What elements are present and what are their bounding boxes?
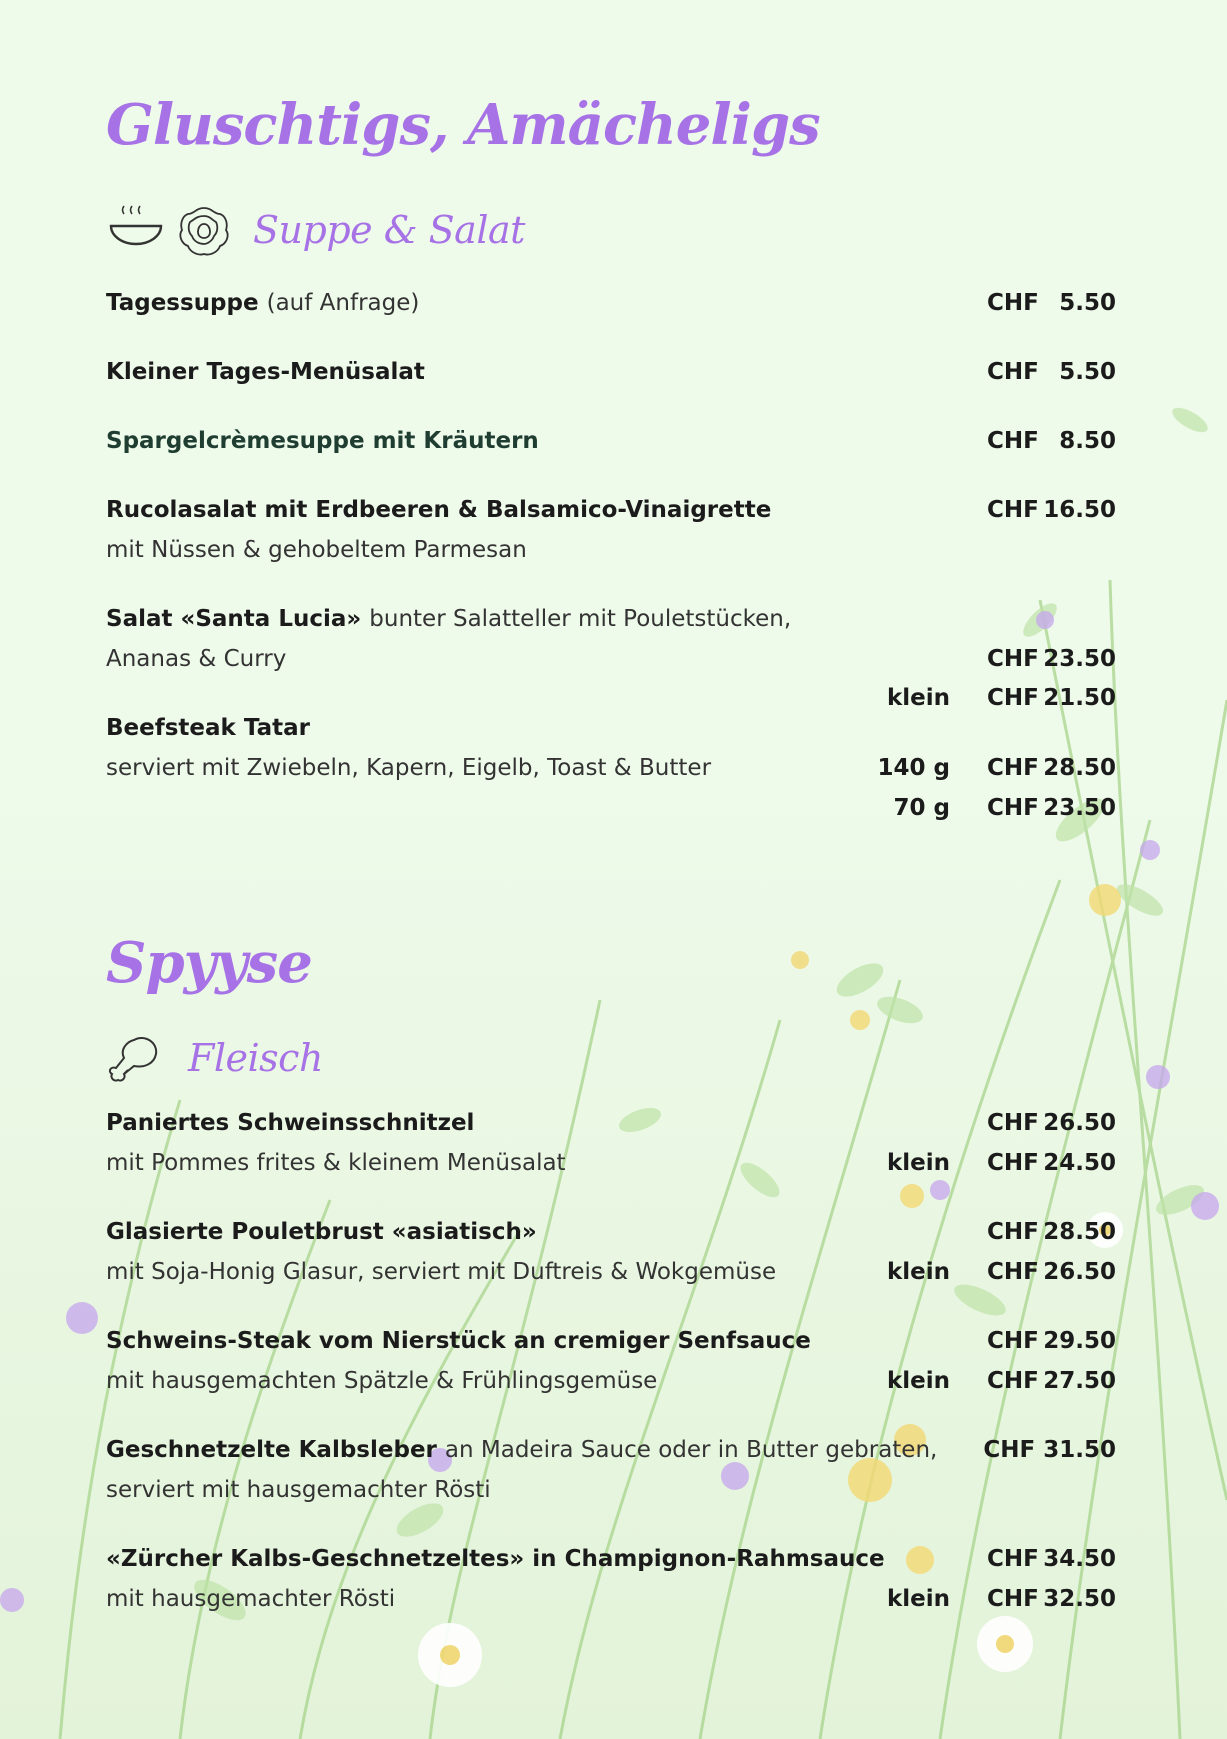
currency-label: CHF: [987, 359, 1039, 385]
size-label: 70 g: [893, 795, 950, 821]
item-description: bunter Salatteller mit Pouletstücken,: [369, 606, 792, 632]
currency-label: CHF: [987, 646, 1039, 672]
size-label: klein: [886, 685, 950, 711]
currency-label: CHF: [987, 1328, 1039, 1354]
item-small-price: 32.50: [1043, 1586, 1116, 1612]
size-label: klein: [886, 1586, 950, 1612]
currency-label: CHF: [987, 755, 1039, 781]
size-label: klein: [886, 1368, 950, 1394]
item-price: 26.50: [1043, 1110, 1116, 1136]
section-title-spyyse: Spyyse: [106, 930, 312, 996]
list-item: Paniertes Schweinsschnitzel: [106, 1110, 475, 1136]
list-item: [106, 290, 419, 316]
item-description: mit Nüssen & gehobeltem Parmesan: [106, 537, 527, 563]
lettuce-icon: [174, 204, 234, 258]
item-price: 5.50: [1059, 359, 1116, 385]
list-item: «Zürcher Kalbs-Geschnetzeltes» in Champignon-Rahmsauce: [106, 1546, 885, 1572]
item-description: mit Pommes frites & kleinem Menüsalat: [106, 1150, 566, 1176]
currency-label: CHF: [987, 685, 1039, 711]
item-price: 23.50: [1043, 795, 1116, 821]
page-title: Gluschtigs, Amächeligs: [106, 92, 820, 158]
list-item: Spargelcrèmesuppe mit Kräutern: [106, 428, 539, 454]
item-price: 23.50: [1043, 646, 1116, 672]
item-description: mit Soja-Honig Glasur, serviert mit Duftreis & Wokgemüse: [106, 1259, 777, 1285]
currency-label: CHF: [987, 1259, 1039, 1285]
section-heading-fleisch: Fleisch: [188, 1036, 323, 1080]
list-item: Glasierte Pouletbrust «asiatisch»: [106, 1219, 537, 1245]
item-description: serviert mit Zwiebeln, Kapern, Eigelb, Toast & Butter: [106, 755, 712, 781]
item-price: 5.50: [1059, 290, 1116, 316]
size-label: klein: [886, 1150, 950, 1176]
item-small-price: 21.50: [1043, 685, 1116, 711]
item-price: 34.50: [1043, 1546, 1116, 1572]
size-label: klein: [886, 1259, 950, 1285]
currency-label: CHF: [987, 1110, 1039, 1136]
list-item: Kleiner Tages-Menüsalat: [106, 359, 425, 385]
currency-label: CHF: [987, 1150, 1039, 1176]
soup-bowl-icon: [108, 204, 164, 252]
item-name: Geschnetzelte Kalbsleber: [106, 1437, 437, 1463]
item-price: 29.50: [1043, 1328, 1116, 1354]
currency-label: CHF: [987, 1586, 1039, 1612]
item-name: Salat «Santa Lucia»: [106, 606, 362, 632]
section-heading-suppe-salat: Suppe & Salat: [253, 208, 525, 252]
chicken-leg-icon: [104, 1034, 162, 1084]
list-item: Beefsteak Tatar: [106, 715, 310, 741]
list-item: Schweins-Steak vom Nierstück an cremiger Senfsauce: [106, 1328, 811, 1354]
item-description: Ananas & Curry: [106, 646, 287, 672]
item-description: an Madeira Sauce oder in Butter gebraten,: [444, 1437, 938, 1463]
list-item: [106, 606, 791, 632]
currency-label: CHF: [987, 428, 1039, 454]
currency-label: CHF: [987, 1219, 1039, 1245]
item-description: serviert mit hausgemachter Rösti: [106, 1477, 491, 1503]
currency-label: CHF: [987, 795, 1039, 821]
item-small-price: 27.50: [1043, 1368, 1116, 1394]
item-small-price: 26.50: [1043, 1259, 1116, 1285]
item-description: mit hausgemachten Spätzle & Frühlingsgemüse: [106, 1368, 658, 1394]
item-note: (auf Anfrage): [266, 290, 420, 316]
item-price: 16.50: [1043, 497, 1116, 523]
currency-label: CHF: [987, 1546, 1039, 1572]
item-price: 28.50: [1043, 1219, 1116, 1245]
item-name: Tagessuppe: [106, 290, 259, 316]
item-price: 28.50: [1043, 755, 1116, 781]
size-label: 140 g: [877, 755, 950, 781]
currency-label: CHF: [987, 497, 1039, 523]
item-price: CHF 31.50: [983, 1437, 1116, 1463]
item-small-price: 24.50: [1043, 1150, 1116, 1176]
currency-label: CHF: [987, 290, 1039, 316]
item-description: mit hausgemachter Rösti: [106, 1586, 396, 1612]
currency-label: CHF: [987, 1368, 1039, 1394]
list-item: [106, 1437, 937, 1463]
item-price: 8.50: [1059, 428, 1116, 454]
list-item: Rucolasalat mit Erdbeeren & Balsamico-Vinaigrette: [106, 497, 772, 523]
